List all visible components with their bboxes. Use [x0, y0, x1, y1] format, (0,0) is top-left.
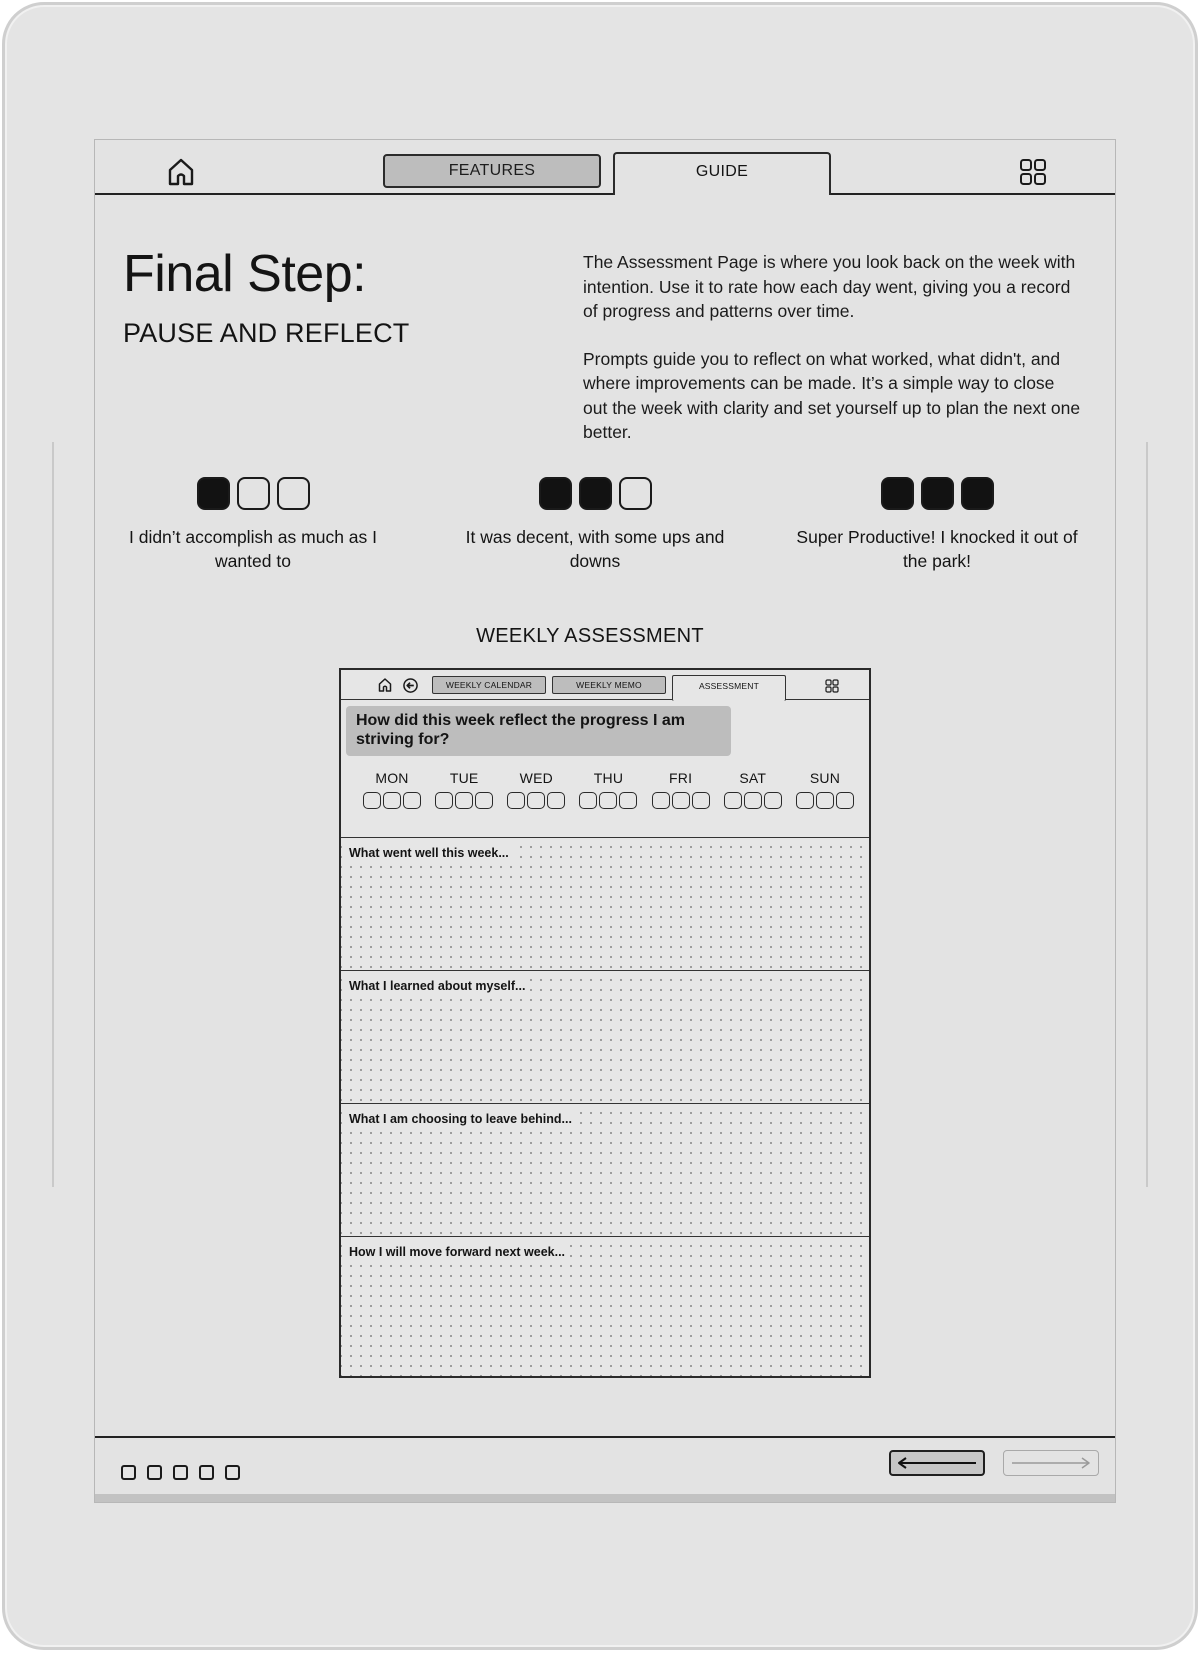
day-rating-box	[403, 792, 421, 809]
day-label: SAT	[739, 770, 767, 786]
day-rating-box	[744, 792, 762, 809]
rating-boxes	[787, 477, 1087, 511]
day-rating-boxes	[650, 792, 712, 809]
day-rating-boxes	[794, 792, 856, 809]
rating-caption: I didn’t accomplish as much as I wanted to	[128, 527, 378, 571]
day-column	[505, 770, 567, 809]
rating-box-empty	[619, 477, 652, 510]
day-rating-box	[692, 792, 710, 809]
rating-example-mid	[445, 477, 745, 573]
page-dot[interactable]	[199, 1465, 214, 1480]
assessment-page-preview	[339, 668, 871, 1378]
page-dot[interactable]	[173, 1465, 188, 1480]
rating-example-low	[103, 477, 403, 573]
section-label: What went well this week...	[349, 846, 512, 860]
footer-strip	[95, 1494, 1115, 1503]
day-column	[722, 770, 784, 809]
day-rating-box	[507, 792, 525, 809]
top-nav-divider	[95, 193, 1115, 195]
rating-boxes	[445, 477, 745, 511]
section-label: What I learned about myself...	[349, 979, 528, 993]
day-rating-box	[475, 792, 493, 809]
page-title: Final Step:	[123, 245, 367, 303]
previous-page-button[interactable]	[889, 1450, 985, 1476]
day-label: WED	[519, 770, 553, 786]
rating-caption: Super Productive! I knocked it out of the park!	[796, 527, 1078, 571]
day-rating-box	[836, 792, 854, 809]
day-rating-box	[599, 792, 617, 809]
reflection-section-learned	[341, 970, 869, 1103]
page-dot[interactable]	[147, 1465, 162, 1480]
day-rating-boxes	[505, 792, 567, 809]
next-page-button[interactable]	[1003, 1450, 1099, 1476]
preview-tab-assessment: ASSESSMENT	[672, 675, 786, 701]
rating-box-filled	[197, 477, 230, 510]
day-label: TUE	[449, 770, 479, 786]
day-rating-box	[527, 792, 545, 809]
day-rating-box	[652, 792, 670, 809]
description-paragraph: The Assessment Page is where you look back on the week with intention. Use it to rate how each day went, giving you a record of progress and patterns over time.	[583, 252, 1076, 321]
apps-grid-icon	[825, 679, 839, 693]
section-label: What I am choosing to leave behind...	[349, 1112, 575, 1126]
screen	[94, 139, 1116, 1503]
rating-box-empty	[277, 477, 310, 510]
day-rating-box	[724, 792, 742, 809]
home-icon[interactable]	[165, 156, 197, 188]
day-column	[433, 770, 495, 809]
description	[583, 250, 1083, 445]
section-label: How I will move forward next week...	[349, 1245, 568, 1259]
day-label: THU	[593, 770, 624, 786]
day-rating-boxes	[722, 792, 784, 809]
day-rating-box	[363, 792, 381, 809]
day-rating-box	[816, 792, 834, 809]
description-paragraph: Prompts guide you to reflect on what worked, what didn't, and where improvements can be made. It’s a simple way to close out the week with clarity and set yourself up to plan the next one better.	[583, 348, 1081, 442]
top-nav-bar	[95, 140, 1115, 195]
arrow-left-icon	[896, 1456, 978, 1470]
rating-box-filled	[881, 477, 914, 510]
preview-nav-bar	[341, 670, 869, 700]
rating-box-filled	[579, 477, 612, 510]
preview-title: WEEKLY ASSESSMENT	[476, 625, 704, 647]
home-icon	[377, 677, 393, 693]
rating-example-high	[787, 477, 1087, 573]
reflection-section-went-well	[341, 837, 869, 970]
arrow-right-icon	[1010, 1456, 1092, 1470]
bottom-nav-bar	[95, 1436, 1115, 1503]
day-rating-row	[361, 770, 856, 809]
reflection-section-leave-behind	[341, 1103, 869, 1236]
day-column	[577, 770, 639, 809]
preview-question: How did this week reflect the progress I am striving for?	[346, 706, 731, 756]
day-rating-box	[796, 792, 814, 809]
rating-box-filled	[539, 477, 572, 510]
day-label: SUN	[809, 770, 841, 786]
rating-box-filled	[961, 477, 994, 510]
device-edge-line-right	[1146, 442, 1148, 1187]
day-column	[794, 770, 856, 809]
rating-boxes	[103, 477, 403, 511]
rating-caption: It was decent, with some ups and downs	[465, 527, 725, 571]
reflection-section-move-forward	[341, 1236, 869, 1378]
day-column	[650, 770, 712, 809]
day-rating-box	[619, 792, 637, 809]
tab-guide[interactable]: GUIDE	[613, 152, 831, 195]
page-dot[interactable]	[121, 1465, 136, 1480]
day-label: MON	[375, 770, 409, 786]
apps-grid-icon[interactable]	[1019, 158, 1047, 186]
day-rating-box	[672, 792, 690, 809]
day-column	[361, 770, 423, 809]
rating-box-filled	[921, 477, 954, 510]
day-rating-box	[547, 792, 565, 809]
tab-features[interactable]: FEATURES	[383, 154, 601, 188]
day-rating-boxes	[433, 792, 495, 809]
preview-tab-weekly-calendar: WEEKLY CALENDAR	[432, 676, 546, 694]
rating-box-empty	[237, 477, 270, 510]
day-label: FRI	[669, 770, 693, 786]
back-arrow-icon	[403, 678, 418, 693]
day-rating-box	[383, 792, 401, 809]
day-rating-boxes	[361, 792, 423, 809]
preview-tab-weekly-memo: WEEKLY MEMO	[552, 676, 666, 694]
day-rating-box	[435, 792, 453, 809]
page-dot[interactable]	[225, 1465, 240, 1480]
device-frame	[2, 2, 1198, 1650]
device-edge-line-left	[52, 442, 54, 1187]
page-subtitle: PAUSE AND REFLECT	[123, 318, 410, 348]
day-rating-box	[455, 792, 473, 809]
page-indicator	[121, 1465, 240, 1480]
day-rating-boxes	[577, 792, 639, 809]
day-rating-box	[579, 792, 597, 809]
day-rating-box	[764, 792, 782, 809]
